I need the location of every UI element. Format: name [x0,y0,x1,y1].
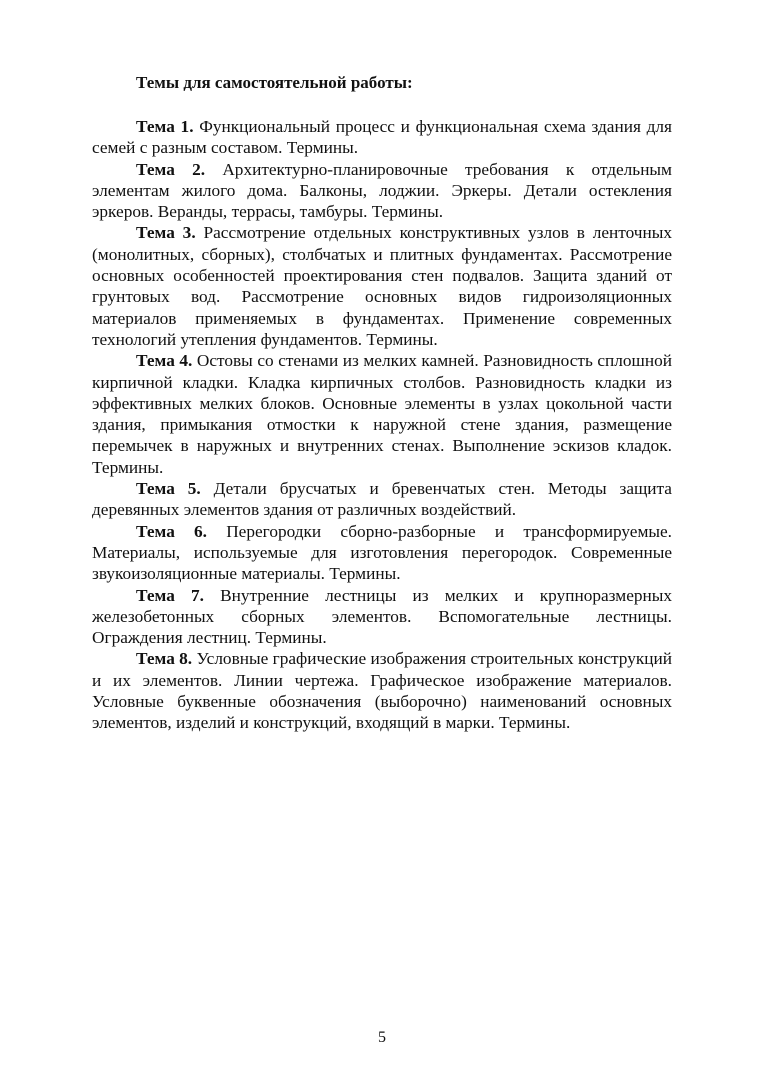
page-number: 5 [378,1029,386,1046]
topic-text-1: Функциональный процесс и функциональная схема здания для семей с разным составом. Термины. [92,117,672,158]
topic-label-2: Тема 2. [136,159,206,179]
topic-label-3: Тема 3. [136,223,196,243]
topic-paragraph-2 [92,159,672,223]
topic-text-2: Архитектурно-планировочные требования к отдельным элементам жилого дома. Балконы, лоджии. Эркеры. Детали остекления эркеров. Веранды, террасы, тамбуры. Термины. [92,159,672,222]
topic-label-4: Тема 4. [136,351,193,371]
topic-text-5: Детали брусчатых и бревенчатых стен. Методы защита деревянных элементов здания от различных воздействий. [92,479,672,520]
topic-text-6: Перегородки сборно-разборные и трансформируемые. Материалы, используемые для изготовления перегородок. Современные звукоизоляционные материалы. Термины. [92,521,672,584]
topic-text-8: Условные графические изображения строительных конструкций и их элементов. Линии чертежа. Графическое изображение материалов. Условные буквенные обозначения (выборочно) наименований основных элементов, изделий и конструкций, входящий в марки. Термины. [92,649,672,733]
topic-label-1: Тема 1. [136,117,194,136]
topic-paragraph-4 [92,350,672,478]
topic-text-4: Остовы со стенами из мелких камней. Разновидность сплошной кирпичной кладки. Кладка кирпичных столбов. Разновидность кладки из эффективных мелких блоков. Основные элементы в узлах цокольной части здания, примыкания отмостки к наружной стене здания, размещение перемычек в наружных и внутренних стенах. Выполнение эскизов кладок. Термины. [92,351,672,477]
section-heading: Темы для самостоятельной работы: [136,73,413,92]
topic-label-5: Тема 5. [136,479,201,499]
topic-text-7: Внутренние лестницы из мелких и крупноразмерных железобетонных сборных элементов. Вспомогательные лестницы. Ограждения лестниц. Термины. [92,585,672,648]
topic-paragraph-6 [92,521,672,585]
topic-label-7: Тема 7. [136,585,204,605]
topic-paragraph-1 [92,116,672,159]
topic-paragraph-3 [92,222,672,350]
topic-label-6: Тема 6. [136,521,207,541]
topic-paragraph-8 [92,648,672,733]
topic-paragraph-5 [92,478,672,521]
topic-label-8: Тема 8. [136,649,193,669]
topics-list [92,116,672,734]
topic-paragraph-7 [92,585,672,649]
topic-text-3: Рассмотрение отдельных конструктивных узлов в ленточных (монолитных, сборных), столбчатых и плитных фундаментах. Рассмотрение основных особенностей проектирования стен подвалов. Защита зданий от грунтовых вод. Рассмотрение основных видов гидроизоляционных материалов применяемых в фундаментах. Применение современных технологий утепления фундаментов. Термины. [92,223,672,349]
